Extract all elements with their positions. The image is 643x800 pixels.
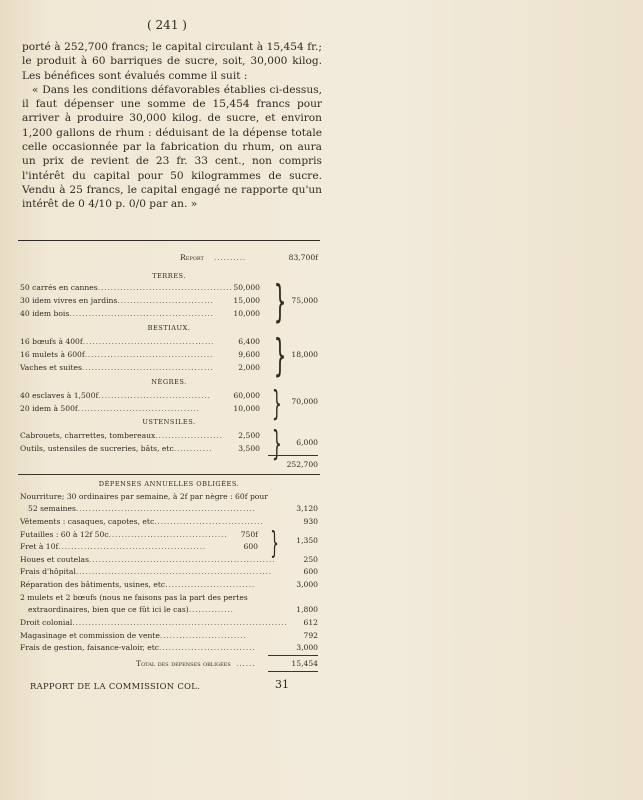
table-row: 1,350 <box>296 536 318 545</box>
section-header: TERRES. <box>152 272 186 280</box>
brace: } <box>270 526 279 561</box>
table-row: 20 idem à 500f...................................... 10,000 <box>20 404 260 413</box>
section-header: NÈGRES. <box>151 378 187 386</box>
section-header: BESTIAUX. <box>147 324 191 332</box>
paragraph-1: porté à 252,700 francs; le capital circulant à 15,454 fr.; le produit à 60 barriques de sucre, soit, 30,000 kilog. Les bénéfices sont évalués comme il suit : <box>22 41 322 82</box>
total-rule <box>268 655 318 656</box>
table-row: 30 idem vivres en jardins.............................. 15,000 <box>20 296 260 305</box>
table-row: Houes et coutelas.......................................................... 250 <box>20 555 318 564</box>
grand-total-value: 15,454 <box>291 659 318 668</box>
double-rule <box>268 671 318 672</box>
table-row: 2 mulets et 2 bœufs (nous ne faisons pas la part des pertes <box>20 593 248 602</box>
report-row: Report .......... 83,700f <box>180 253 318 262</box>
total-rule <box>268 455 318 456</box>
table-row: Réparation des bâtiments, usines, etc............................ 3,000 <box>20 580 318 589</box>
table-row: Droit colonial................................................................... 612 <box>20 618 318 627</box>
table-row: 50 carrés en cannes.......................................... 50,000 <box>20 283 260 292</box>
brace: } <box>273 330 287 381</box>
table-row: Futailles : 60 à 12f 50c..................................... 750f <box>20 530 258 539</box>
body-text <box>22 40 322 212</box>
section-header: DÉPENSES ANNUELLES OBLIGÉES. <box>98 480 240 488</box>
table-row: extraordinaires, bien que ce fût ici le cas).............. 1,800 <box>28 605 318 614</box>
capital-total-row <box>18 459 320 471</box>
section-rule <box>18 240 320 241</box>
table-row: Cabrouets, charrettes, tombereaux..................... 2,500 <box>20 431 260 440</box>
section-total: 75,000 <box>291 296 318 305</box>
table-row: 16 mulets à 600f........................................ 9,600 <box>20 350 260 359</box>
table-row: Fret à 10f.............................................. 600 <box>20 542 258 551</box>
brace: } <box>271 424 282 464</box>
report-label: Report <box>180 253 204 262</box>
table-row: Frais d'hôpital............................................................. 600 <box>20 567 318 576</box>
table-row: 40 idem bois............................................. 10,000 <box>20 309 260 318</box>
section-total: 70,000 <box>291 397 318 406</box>
brace: } <box>273 276 287 327</box>
brace: } <box>271 384 282 424</box>
section-total: 18,000 <box>291 350 318 359</box>
table-row: Outils, ustensiles de sucreries, bâts, etc............ 3,500 <box>20 444 260 453</box>
table-row: Nourriture; 30 ordinaires par semaine, à 2f par nègre : 60f pour <box>20 492 268 501</box>
section-divider <box>18 474 320 475</box>
table-row: Frais de gestion, faisance-valoir, etc.............................. 3,000 <box>20 643 318 652</box>
grand-total-row: Total des dépenses obligées ...... 15,454 <box>136 659 318 668</box>
footer-signature: RAPPORT DE LA COMMISSION COL. <box>30 681 201 691</box>
table-row: 40 esclaves à 1,500f................................... 60,000 <box>20 391 260 400</box>
table-row: Magasinage et commission de vente........................... 792 <box>20 631 318 640</box>
grand-total-label: Total des dépenses obligées <box>136 659 231 668</box>
report-value: 83,700f <box>288 253 318 262</box>
footer-number: 31 <box>275 678 289 691</box>
section-header: USTENSILES. <box>142 418 196 426</box>
table-row: 52 semaines........................................................ 3,120 <box>28 504 318 513</box>
table-row: Vaches et suites......................................... 2,000 <box>20 363 260 372</box>
table-row: 16 bœufs à 400f......................................... 6,400 <box>20 337 260 346</box>
section-total: 6,000 <box>296 438 318 447</box>
table-row: Vêtements : casaques, capotes, etc.................................. 930 <box>20 517 318 526</box>
page-number: ( 241 ) <box>147 18 187 32</box>
capital-total: 252,700 <box>286 460 318 469</box>
paragraph-2: « Dans les conditions défavorables établies ci-dessus, il faut dépenser une somme de 15,454 francs pour arriver à produire 30,000 kilog. de sucre, et environ 1,200 gallons de rhum : déduisant de la dépense totale celle occasionnée par la fabrication du rhum, on aura un prix de revient de 23 fr. 33 cent., non compris l'intérêt du capital pour 50 kilogrammes de sucre. Vendu à 25 francs, le capital engagé ne rapporte qu'un intérêt de 0 4/10 p. 0/0 par an. » <box>22 83 322 211</box>
